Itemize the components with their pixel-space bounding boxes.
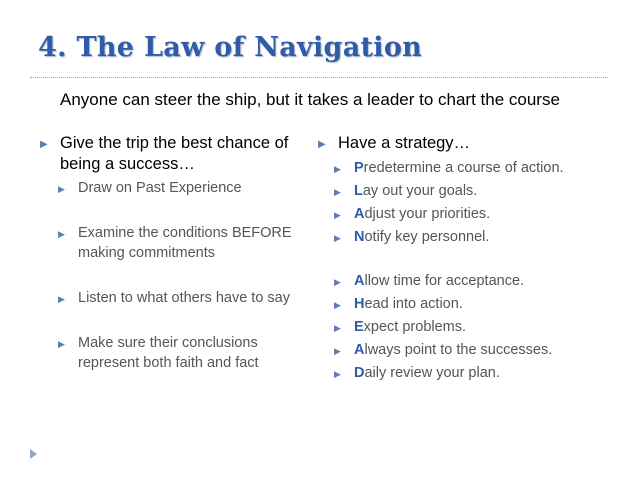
strategy-text: xpect problems. [363, 319, 467, 335]
strategy-item [334, 204, 618, 224]
strategy-item [334, 340, 618, 360]
strategy-text: llow time for acceptance. [364, 273, 525, 289]
left-item-text: Draw on Past Experience [78, 180, 242, 196]
strategy-item [334, 158, 618, 178]
bullet-icon: ▶ [58, 339, 65, 349]
bullet-icon: ▶ [58, 294, 65, 304]
left-list-item [58, 288, 320, 308]
strategy-item [334, 294, 618, 314]
strategy-text: djust your priorities. [364, 206, 491, 222]
strategy-text: otify key personnel. [364, 229, 490, 245]
acrostic-letter: E [354, 319, 364, 335]
left-heading-item [40, 133, 320, 175]
slide-subtitle: Anyone can steer the ship, but it takes a leader to chart the course [60, 90, 560, 109]
right-heading-item [318, 133, 618, 154]
bullet-icon: ▶ [334, 210, 341, 220]
strategy-item [334, 271, 618, 291]
bullet-icon: ▶ [334, 346, 341, 356]
left-list-item [58, 223, 320, 263]
left-column [40, 133, 320, 373]
left-list-item [58, 178, 320, 198]
strategy-item [334, 181, 618, 201]
bullet-icon: ▶ [334, 187, 341, 197]
bullet-icon: ▶ [40, 139, 48, 150]
strategy-text: lways point to the successes. [364, 342, 553, 358]
slide-title: 4. The Law of Navigation [38, 32, 423, 63]
right-heading: Have a strategy… [338, 134, 471, 152]
strategy-text: aily review your plan. [364, 365, 500, 381]
bullet-icon: ▶ [334, 164, 341, 174]
left-heading: Give the trip the best chance of being a success… [60, 134, 289, 173]
left-item-text: Examine the conditions BEFORE making commitments [78, 225, 292, 261]
left-list-item [58, 333, 320, 373]
strategy-text: redetermine a course of action. [363, 160, 564, 176]
acrostic-letter: D [354, 365, 365, 381]
bullet-icon: ▶ [334, 233, 341, 243]
bullet-icon: ▶ [58, 184, 65, 194]
strategy-text: ay out your goals. [362, 183, 478, 199]
right-column [318, 133, 618, 383]
strategy-item [334, 317, 618, 337]
acrostic-letter: A [354, 342, 365, 358]
corner-marker-icon [30, 449, 37, 459]
acrostic-letter: A [354, 273, 365, 289]
bullet-icon: ▶ [334, 369, 341, 379]
left-item-text: Listen to what others have to say [78, 290, 290, 306]
bullet-icon: ▶ [334, 300, 341, 310]
acrostic-letter: A [354, 206, 365, 222]
bullet-icon: ▶ [334, 323, 341, 333]
strategy-item [334, 227, 618, 247]
strategy-text: ead into action. [364, 296, 463, 312]
acrostic-letter: L [354, 183, 363, 199]
acrostic-letter: P [354, 160, 364, 176]
bullet-icon: ▶ [334, 277, 341, 287]
left-item-text: Make sure their conclusions represent both faith and fact [78, 335, 259, 371]
acrostic-letter: N [354, 229, 365, 245]
bullet-icon: ▶ [58, 229, 65, 239]
strategy-item [334, 363, 618, 383]
acrostic-letter: H [354, 296, 365, 312]
bullet-icon: ▶ [318, 139, 326, 150]
title-divider [30, 77, 608, 78]
